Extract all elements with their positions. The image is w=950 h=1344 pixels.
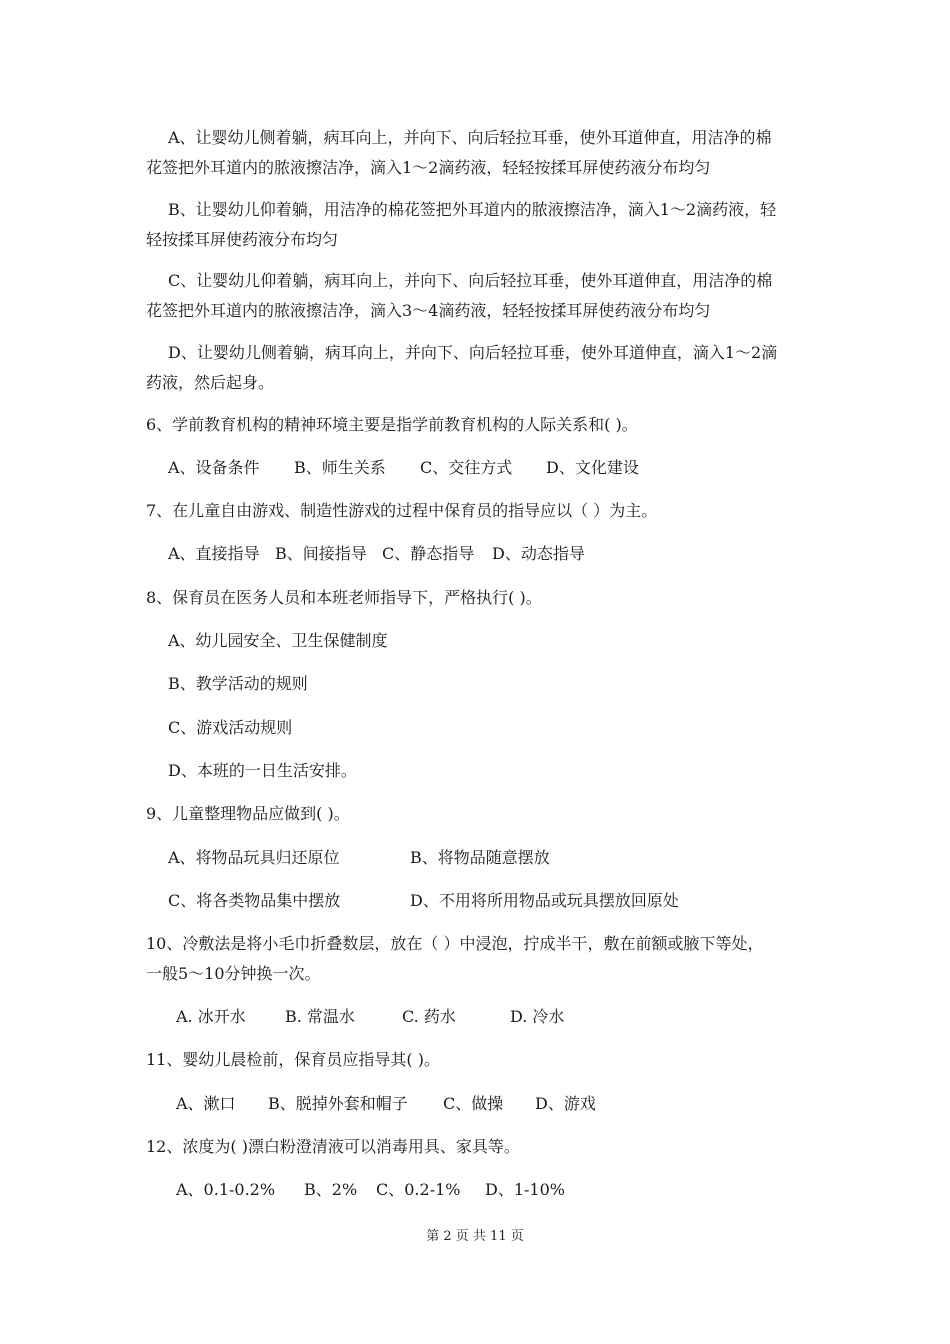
q7-option-a: A、直接指导 — [168, 544, 260, 563]
q9-option-a: A、将物品玩具归还原位 — [168, 848, 340, 867]
q5-option-b-line1: B、让婴幼儿仰着躺，用洁净的棉花签把外耳道内的脓液擦洁净，滴入1～2滴药液，轻 — [168, 200, 777, 219]
q11-option-b: B、脱掉外套和帽子 — [268, 1094, 408, 1113]
q5-option-c-line2: 花签把外耳道内的脓液擦洁净，滴入3～4滴药液，轻轻按揉耳屏使药液分布均匀 — [146, 301, 711, 320]
q12-option-b: B、2% — [304, 1180, 358, 1199]
q9-option-d: D、不用将所用物品或玩具摆放回原处 — [410, 891, 679, 910]
q7-stem: 7、在儿童自由游戏、制造性游戏的过程中保育员的指导应以（ ）为主。 — [146, 501, 658, 520]
q6-option-b: B、师生关系 — [294, 458, 386, 477]
q8-option-d: D、本班的一日生活安排。 — [168, 761, 357, 780]
q5-option-a-line1: A、让婴幼儿侧着躺，病耳向上，并向下、向后轻拉耳垂，使外耳道伸直，用洁净的棉 — [168, 128, 772, 147]
q6-option-c: C、交往方式 — [420, 458, 513, 477]
q9-option-c: C、将各类物品集中摆放 — [168, 891, 341, 910]
q7-option-d: D、动态指导 — [492, 544, 585, 563]
q12-stem: 12、浓度为( )漂白粉澄清液可以消毒用具、家具等。 — [146, 1137, 520, 1156]
q10-option-a: A. 冰开水 — [176, 1007, 246, 1026]
q10-option-d: D. 冷水 — [510, 1007, 565, 1026]
q10-option-b: B. 常温水 — [285, 1007, 355, 1026]
q11-stem: 11、婴幼儿晨检前，保育员应指导其( )。 — [146, 1050, 440, 1069]
q11-option-d: D、游戏 — [535, 1094, 596, 1113]
q8-option-c: C、游戏活动规则 — [168, 718, 293, 737]
q9-option-b: B、将物品随意摆放 — [410, 848, 550, 867]
q10-stem-line1: 10、冷敷法是将小毛巾折叠数层，放在（ ）中浸泡，拧成半干，敷在前额或腋下等处， — [146, 934, 764, 953]
q8-stem: 8、保育员在医务人员和本班老师指导下，严格执行( )。 — [146, 588, 542, 607]
q8-option-a: A、幼儿园安全、卫生保健制度 — [168, 631, 388, 650]
q12-option-d: D、1-10% — [485, 1180, 565, 1199]
q5-option-b-line2: 轻按揉耳屏使药液分布均匀 — [146, 230, 339, 249]
q5-option-d-line2: 药液，然后起身。 — [146, 373, 275, 392]
q6-stem: 6、学前教育机构的精神环境主要是指学前教育机构的人际关系和( )。 — [146, 415, 638, 434]
q5-option-c-line1: C、让婴幼儿仰着躺，病耳向上，并向下、向后轻拉耳垂，使外耳道伸直，用洁净的棉 — [168, 271, 773, 290]
q10-stem-line2: 一般5～10分钟换一次。 — [146, 964, 321, 983]
q7-option-c: C、静态指导 — [382, 544, 475, 563]
q9-stem: 9、儿童整理物品应做到( )。 — [146, 804, 350, 823]
q12-option-a: A、0.1-0.2% — [176, 1180, 276, 1199]
q7-option-b: B、间接指导 — [275, 544, 367, 563]
q11-option-c: C、做操 — [443, 1094, 504, 1113]
q6-option-d: D、文化建设 — [546, 458, 639, 477]
q10-option-c: C. 药水 — [402, 1007, 456, 1026]
q11-option-a: A、漱口 — [176, 1094, 236, 1113]
q5-option-d-line1: D、让婴幼儿侧着躺，病耳向上，并向下、向后轻拉耳垂，使外耳道伸直，滴入1～2滴 — [168, 343, 778, 362]
q5-option-a-line2: 花签把外耳道内的脓液擦洁净，滴入1～2滴药液，轻轻按揉耳屏使药液分布均匀 — [146, 158, 711, 177]
page-footer: 第 2 页 共 11 页 — [426, 1229, 524, 1244]
q6-option-a: A、设备条件 — [168, 458, 260, 477]
q8-option-b: B、教学活动的规则 — [168, 674, 308, 693]
q12-option-c: C、0.2-1% — [376, 1180, 461, 1199]
